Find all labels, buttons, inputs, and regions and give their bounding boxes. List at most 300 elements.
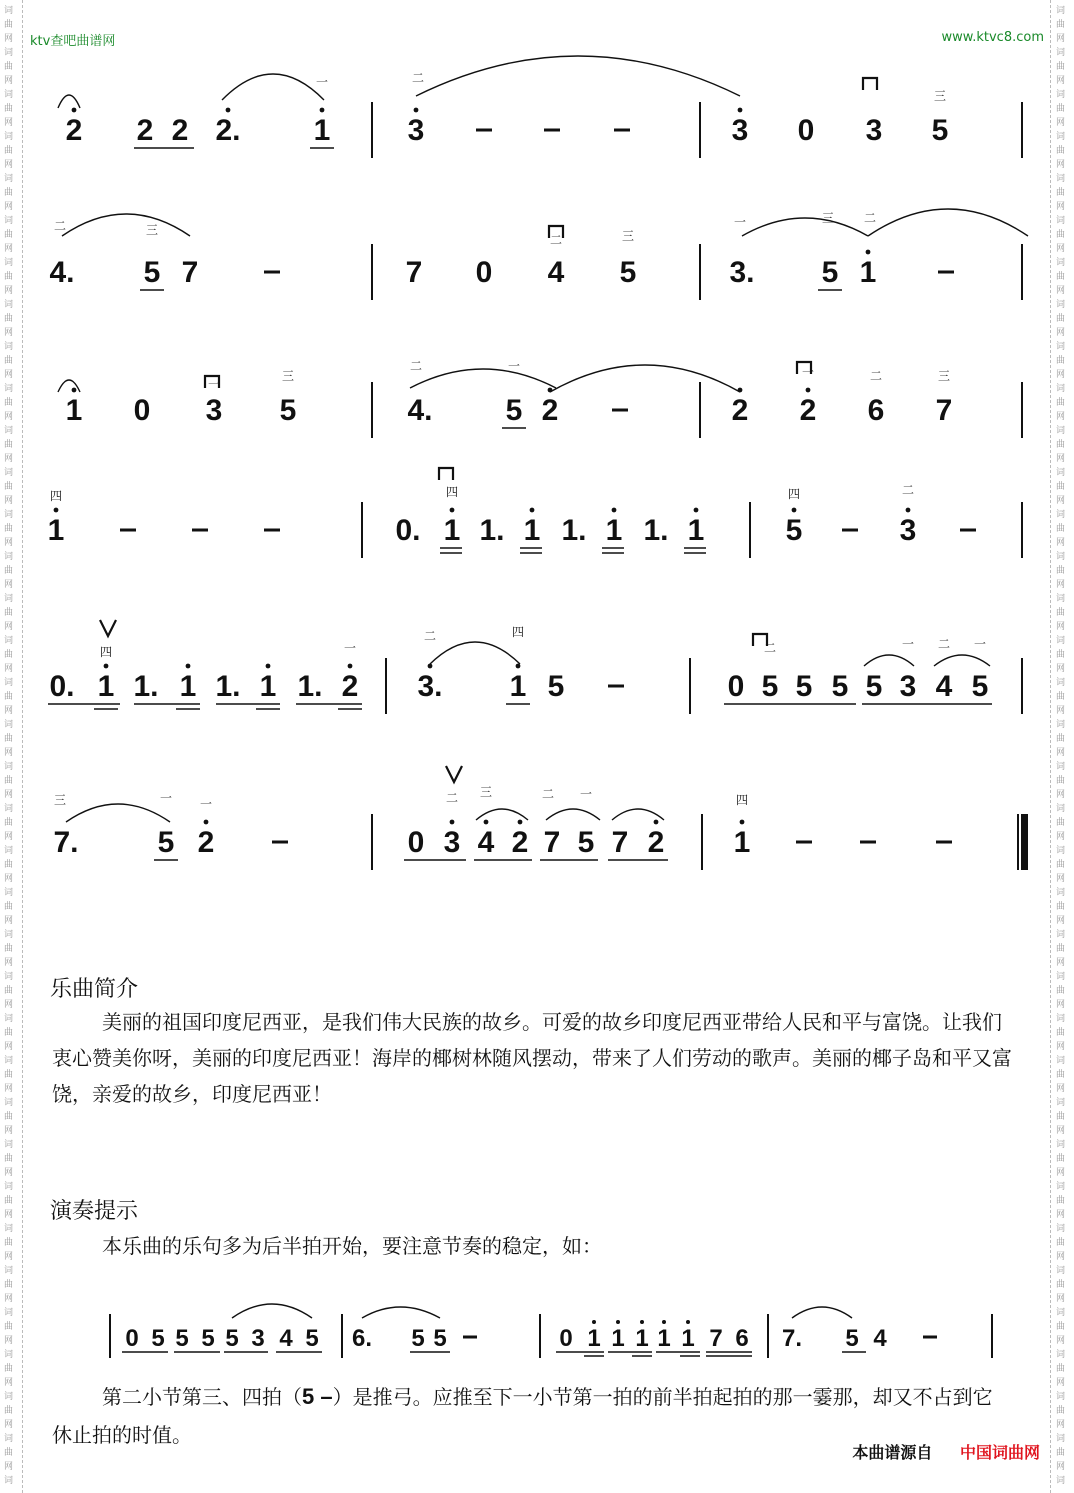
- margin-glyph: 词: [4, 888, 14, 898]
- margin-glyph: 曲: [4, 104, 14, 114]
- margin-glyph: 曲: [4, 776, 14, 786]
- margin-glyph: 词: [4, 846, 14, 856]
- margin-glyph: 词: [4, 1434, 14, 1444]
- octave-dot: [484, 820, 489, 825]
- fingering-mark: 四: [99, 645, 113, 659]
- margin-glyph: 网: [4, 454, 14, 464]
- margin-glyph: 网: [1056, 622, 1066, 632]
- margin-glyph: 词: [1056, 1308, 1066, 1318]
- score-note: 1.: [215, 670, 241, 703]
- octave-dot: [450, 508, 455, 513]
- intro-text: 美丽的祖国印度尼西亚，是我们伟大民族的故乡。可爱的故乡印度尼西亚带给人民和平与富饶。让我们衷心赞美你呀，美丽的印度尼西亚！海岸的椰树林随风摆动，带来了人们劳动的歌声。美丽的椰子岛和平又富饶，亲爱的故乡，印度尼西亚！: [52, 1010, 1012, 1106]
- fingering-mark: 四: [735, 793, 749, 807]
- score-note: 5: [505, 394, 523, 427]
- fingering-mark: 一: [579, 787, 593, 801]
- score-note: 6: [867, 394, 885, 427]
- score-note: 0.: [49, 670, 75, 703]
- tips-note-symbol: 5 –: [302, 1384, 333, 1409]
- margin-glyph: 曲: [4, 20, 14, 30]
- fingering-mark: 二: [937, 637, 951, 651]
- margin-glyph: 词: [4, 258, 14, 268]
- octave-dot: [694, 508, 699, 513]
- margin-glyph: 词: [1056, 636, 1066, 646]
- example-note: 1: [587, 1325, 601, 1352]
- slur-arc: [868, 209, 1028, 236]
- score-note: 1: [179, 670, 197, 703]
- score-note: 1: [443, 514, 461, 547]
- example-note: 7: [709, 1325, 723, 1352]
- margin-glyph: 网: [4, 1462, 14, 1472]
- margin-glyph: 曲: [1056, 1070, 1066, 1080]
- fingering-mark: 二: [423, 629, 437, 643]
- margin-glyph: 网: [4, 1126, 14, 1136]
- octave-dot: [654, 820, 659, 825]
- fingering-mark: 二: [207, 373, 221, 387]
- margin-glyph: 词: [4, 426, 14, 436]
- margin-glyph: 词: [4, 1308, 14, 1318]
- margin-glyph: 词: [4, 1014, 14, 1024]
- margin-glyph: 词: [4, 216, 14, 226]
- octave-dot: [612, 508, 617, 513]
- example-slur: [232, 1304, 312, 1318]
- margin-glyph: 网: [1056, 580, 1066, 590]
- score-note: 4.: [49, 256, 75, 289]
- margin-glyph: 曲: [4, 986, 14, 996]
- fingering-mark: 一: [199, 797, 213, 811]
- octave-dot: [204, 820, 209, 825]
- margin-glyph: 曲: [1056, 524, 1066, 534]
- margin-glyph: 曲: [1056, 1154, 1066, 1164]
- slur-arc: [550, 365, 740, 392]
- margin-glyph: 曲: [4, 146, 14, 156]
- score-note: 2: [731, 394, 749, 427]
- margin-glyph: 曲: [1056, 986, 1066, 996]
- score-note: 1: [733, 826, 751, 859]
- intro-title: 乐曲简介: [50, 977, 139, 1002]
- octave-dot: [792, 508, 797, 513]
- margin-glyph: 曲: [4, 62, 14, 72]
- fingering-mark: 三: [937, 369, 951, 383]
- margin-glyph: 网: [1056, 874, 1066, 884]
- margin-glyph: 曲: [4, 734, 14, 744]
- fingering-mark: 三: [281, 369, 295, 383]
- margin-glyph: 词: [1056, 468, 1066, 478]
- slur-arc: [430, 642, 520, 664]
- margin-glyph: 网: [4, 1000, 14, 1010]
- fingering-mark: 二: [541, 787, 555, 801]
- score-note: 3: [899, 670, 917, 703]
- footer-source: 本曲谱源自: [852, 1443, 933, 1462]
- down-bow-mark: [863, 78, 877, 90]
- score-note: 1: [523, 514, 541, 547]
- margin-glyph: 曲: [1056, 272, 1066, 282]
- fingering-mark: 四: [445, 485, 459, 499]
- margin-glyph: 词: [4, 1350, 14, 1360]
- octave-dot: [616, 1320, 620, 1324]
- fingering-mark: 二: [409, 359, 423, 373]
- score-note: 2: [65, 114, 83, 147]
- margin-glyph: 曲: [1056, 776, 1066, 786]
- margin-glyph: 词: [1056, 1182, 1066, 1192]
- margin-glyph: 词: [4, 6, 14, 16]
- margin-glyph: 曲: [4, 1112, 14, 1122]
- margin-glyph: 曲: [4, 398, 14, 408]
- margin-glyph: 曲: [4, 608, 14, 618]
- example-note: 1: [635, 1325, 649, 1352]
- margin-glyph: 词: [1056, 1014, 1066, 1024]
- margin-glyph: 网: [1056, 1462, 1066, 1472]
- octave-dot: [226, 108, 231, 113]
- margin-glyph: 网: [1056, 1252, 1066, 1262]
- fingering-mark: 二: [869, 369, 883, 383]
- margin-glyph: 曲: [1056, 818, 1066, 828]
- example-note: 1: [681, 1325, 695, 1352]
- margin-glyph: 词: [1056, 1434, 1066, 1444]
- score-note: 1: [509, 670, 527, 703]
- margin-glyph: 网: [1056, 202, 1066, 212]
- margin-glyph: 网: [1056, 706, 1066, 716]
- octave-dot: [414, 108, 419, 113]
- example-note: 4: [873, 1325, 887, 1352]
- margin-glyph: 网: [1056, 328, 1066, 338]
- margin-glyph: 词: [4, 1140, 14, 1150]
- margin-glyph: 网: [4, 286, 14, 296]
- margin-glyph: 曲: [1056, 482, 1066, 492]
- margin-glyph: 网: [4, 874, 14, 884]
- margin-glyph: 网: [4, 790, 14, 800]
- margin-glyph: 曲: [1056, 104, 1066, 114]
- example-note: 5: [201, 1325, 215, 1352]
- fingering-mark: 一: [901, 637, 915, 651]
- margin-glyph: 曲: [1056, 1322, 1066, 1332]
- margin-glyph: 词: [1056, 594, 1066, 604]
- octave-dot: [738, 108, 743, 113]
- margin-glyph: 网: [1056, 1042, 1066, 1052]
- margin-glyph: 曲: [1056, 1028, 1066, 1038]
- margin-glyph: 曲: [4, 188, 14, 198]
- score-note: 2: [799, 394, 817, 427]
- margin-glyph: 网: [4, 118, 14, 128]
- slur-arc: [864, 655, 914, 666]
- margin-glyph: 曲: [4, 1196, 14, 1206]
- score-note: 3: [865, 114, 883, 147]
- octave-dot: [866, 250, 871, 255]
- score-note: 5: [795, 670, 813, 703]
- margin-glyph: 词: [4, 468, 14, 478]
- slur-arc: [934, 655, 990, 666]
- score-note: 5: [865, 670, 883, 703]
- fingering-mark: 三: [621, 229, 635, 243]
- score-note: 1.: [297, 670, 323, 703]
- margin-glyph: 词: [4, 552, 14, 562]
- margin-glyph: 词: [4, 510, 14, 520]
- margin-glyph: 曲: [4, 482, 14, 492]
- margin-glyph: 曲: [1056, 692, 1066, 702]
- margin-glyph: 网: [1056, 1420, 1066, 1430]
- margin-glyph: 曲: [1056, 62, 1066, 72]
- margin-glyph: 曲: [1056, 1112, 1066, 1122]
- slur-arc: [62, 214, 190, 236]
- score-note: 7: [543, 826, 561, 859]
- margin-glyph: 曲: [1056, 398, 1066, 408]
- fingering-mark: 三: [145, 223, 159, 237]
- fingering-mark: 一: [343, 641, 357, 655]
- score-note: 3: [407, 114, 425, 147]
- margin-glyph: 曲: [4, 524, 14, 534]
- score-note: 3: [899, 514, 917, 547]
- margin-glyph: 曲: [4, 902, 14, 912]
- margin-glyph: 曲: [4, 650, 14, 660]
- score-note: 0: [727, 670, 745, 703]
- margin-glyph: 词: [1056, 678, 1066, 688]
- margin-glyph: 曲: [4, 230, 14, 240]
- fingering-mark: 一: [801, 365, 815, 379]
- up-bow-mark: [100, 620, 116, 636]
- margin-glyph: 曲: [1056, 734, 1066, 744]
- octave-dot: [348, 664, 353, 669]
- margin-glyph: 曲: [1056, 1406, 1066, 1416]
- margin-glyph: 词: [4, 174, 14, 184]
- octave-dot: [72, 388, 77, 393]
- example-note: 0: [125, 1325, 139, 1352]
- margin-glyph: 网: [4, 1168, 14, 1178]
- margin-glyph: 曲: [4, 356, 14, 366]
- margin-glyph: 词: [4, 1476, 14, 1486]
- margin-glyph: 网: [4, 160, 14, 170]
- margin-glyph: 曲: [1056, 1364, 1066, 1374]
- margin-glyph: 网: [4, 328, 14, 338]
- margin-glyph: 曲: [1056, 1238, 1066, 1248]
- margin-glyph: 词: [4, 972, 14, 982]
- score-note: 5: [821, 256, 839, 289]
- slur-arc: [58, 380, 80, 392]
- octave-dot: [592, 1320, 596, 1324]
- margin-glyph: 曲: [4, 1070, 14, 1080]
- margin-glyph: 网: [4, 1210, 14, 1220]
- example-note: 5: [175, 1325, 189, 1352]
- margin-glyph: 词: [1056, 846, 1066, 856]
- header-site-url[interactable]: www.ktvc8.com: [941, 30, 1044, 45]
- margin-glyph: 网: [4, 1252, 14, 1262]
- margin-glyph: 词: [1056, 552, 1066, 562]
- score-note: 1.: [561, 514, 587, 547]
- tips-note-after: ）是推弓。应推至下一小节第一拍的前半拍起拍的那一霎那，却又不占到它休止拍的时值。: [52, 1385, 993, 1447]
- score-note: 0: [797, 114, 815, 147]
- margin-glyph: 网: [1056, 1210, 1066, 1220]
- margin-glyph: 词: [1056, 888, 1066, 898]
- score-note: 1: [313, 114, 331, 147]
- footer-site[interactable]: 中国词曲网: [959, 1443, 1040, 1462]
- margin-glyph: 词: [1056, 930, 1066, 940]
- fingering-mark: 二: [445, 791, 459, 805]
- score-note: 3.: [417, 670, 443, 703]
- fingering-mark: 四: [787, 487, 801, 501]
- margin-glyph: 词: [4, 132, 14, 142]
- margin-glyph: 网: [4, 622, 14, 632]
- octave-dot: [640, 1320, 644, 1324]
- footer-credit: [852, 1440, 1040, 1463]
- octave-dot: [686, 1320, 690, 1324]
- fingering-mark: 四: [511, 625, 525, 639]
- margin-glyph: 曲: [4, 860, 14, 870]
- fingering-mark: 二: [549, 233, 563, 247]
- octave-dot: [54, 508, 59, 513]
- fingering-mark: 三: [933, 89, 947, 103]
- margin-glyph: 曲: [1056, 608, 1066, 618]
- slur-arc: [410, 369, 556, 388]
- margin-glyph: 词: [4, 1098, 14, 1108]
- example-slur: [792, 1307, 852, 1318]
- octave-dot: [530, 508, 535, 513]
- fingering-mark: 三: [53, 793, 67, 807]
- example-note: 5: [845, 1325, 859, 1352]
- margin-glyph: 网: [1056, 412, 1066, 422]
- octave-dot: [266, 664, 271, 669]
- octave-dot: [320, 108, 325, 113]
- score-note: 1: [97, 670, 115, 703]
- margin-glyph: 词: [1056, 1140, 1066, 1150]
- margin-glyph: 词: [4, 930, 14, 940]
- fingering-mark: 二: [901, 483, 915, 497]
- margin-glyph: 词: [4, 1266, 14, 1276]
- score-note: 4: [547, 256, 565, 289]
- score-note: 1: [259, 670, 277, 703]
- fingering-mark: 三: [821, 211, 835, 225]
- margin-glyph: 曲: [1056, 314, 1066, 324]
- example-note: 1: [611, 1325, 625, 1352]
- margin-glyph: 词: [1056, 804, 1066, 814]
- margin-glyph: 网: [1056, 160, 1066, 170]
- margin-glyph: 网: [1056, 76, 1066, 86]
- score-note: 2: [171, 114, 189, 147]
- score-note: 1: [605, 514, 623, 547]
- score-note: 5: [931, 114, 949, 147]
- margin-glyph: 网: [1056, 1126, 1066, 1136]
- margin-glyph: 词: [1056, 720, 1066, 730]
- margin-glyph: 曲: [1056, 650, 1066, 660]
- tips-note-before: 第二小节第三、四拍（: [102, 1385, 302, 1409]
- margin-glyph: 网: [1056, 1294, 1066, 1304]
- tips-text: 本乐曲的乐句多为后半拍开始，要注意节奏的稳定，如：: [102, 1234, 602, 1258]
- example-note: 7.: [781, 1325, 803, 1352]
- final-bar-thick: [1022, 814, 1028, 870]
- score-note: 7: [935, 394, 953, 427]
- tips-title: 演奏提示: [50, 1199, 139, 1224]
- margin-glyph: 网: [1056, 1336, 1066, 1346]
- example-note: 6.: [351, 1325, 373, 1352]
- fingering-mark: 一: [733, 215, 747, 229]
- slur-arc: [58, 95, 80, 108]
- header-site-name[interactable]: ktv查吧曲谱网: [30, 34, 116, 49]
- margin-glyph: 网: [4, 1378, 14, 1388]
- margin-glyph: 词: [1056, 6, 1066, 16]
- margin-glyph: 词: [1056, 132, 1066, 142]
- fingering-mark: 二: [53, 219, 67, 233]
- margin-glyph: 曲: [4, 944, 14, 954]
- octave-dot: [72, 108, 77, 113]
- score-note: 5: [547, 670, 565, 703]
- margin-glyph: 网: [1056, 1084, 1066, 1094]
- slur-arc: [476, 809, 528, 820]
- margin-glyph: 曲: [1056, 230, 1066, 240]
- margin-glyph: 网: [4, 916, 14, 926]
- margin-glyph: 网: [4, 412, 14, 422]
- margin-glyph: 词: [1056, 1392, 1066, 1402]
- fingering-mark: 一: [315, 75, 329, 89]
- score-note: 1: [687, 514, 705, 547]
- example-note: 4: [279, 1325, 293, 1352]
- score-note: 4: [477, 826, 495, 859]
- margin-glyph: 网: [1056, 916, 1066, 926]
- margin-glyph: 词: [4, 594, 14, 604]
- score-note: 2: [541, 394, 559, 427]
- margin-glyph: 网: [4, 1294, 14, 1304]
- score-note: 5: [157, 826, 175, 859]
- octave-dot: [662, 1320, 666, 1324]
- margin-glyph: 词: [4, 48, 14, 58]
- slur-arc: [546, 809, 600, 820]
- octave-dot: [518, 820, 523, 825]
- margin-glyph: 词: [1056, 762, 1066, 772]
- margin-glyph: 网: [1056, 748, 1066, 758]
- score-note: 3.: [729, 256, 755, 289]
- slur-arc: [612, 809, 664, 820]
- score-note: 1.: [133, 670, 159, 703]
- margin-glyph: 曲: [4, 1364, 14, 1374]
- example-note: 5: [305, 1325, 319, 1352]
- margin-glyph: 曲: [1056, 902, 1066, 912]
- slur-arc: [742, 218, 868, 236]
- margin-glyph: 词: [4, 762, 14, 772]
- margin-glyph: 曲: [4, 1154, 14, 1164]
- margin-glyph: 词: [4, 384, 14, 394]
- margin-glyph: 网: [1056, 958, 1066, 968]
- margin-glyph: 曲: [1056, 440, 1066, 450]
- score-note: 1: [65, 394, 83, 427]
- example-note: 5: [225, 1325, 239, 1352]
- margin-glyph: 网: [1056, 538, 1066, 548]
- example-note: 1: [657, 1325, 671, 1352]
- margin-glyph: 词: [4, 720, 14, 730]
- margin-glyph: 词: [1056, 48, 1066, 58]
- example-note: 5: [411, 1325, 425, 1352]
- example-note: 3: [251, 1325, 265, 1352]
- example-note: 6: [735, 1325, 749, 1352]
- margin-glyph: 网: [4, 244, 14, 254]
- score-note: 0: [407, 826, 425, 859]
- margin-glyph: 曲: [1056, 566, 1066, 576]
- margin-glyph: 词: [4, 636, 14, 646]
- score-note: 0: [475, 256, 493, 289]
- margin-glyph: 网: [1056, 370, 1066, 380]
- margin-glyph: 曲: [1056, 944, 1066, 954]
- margin-glyph: 网: [1056, 1000, 1066, 1010]
- margin-glyph: 词: [1056, 1224, 1066, 1234]
- margin-glyph: 网: [4, 538, 14, 548]
- slur-arc: [66, 804, 170, 822]
- score-note: 5: [761, 670, 779, 703]
- margin-glyph: 词: [1056, 426, 1066, 436]
- margin-glyph: 网: [1056, 286, 1066, 296]
- example-note: 0: [559, 1325, 573, 1352]
- margin-glyph: 词: [4, 678, 14, 688]
- score-note: 1: [47, 514, 65, 547]
- margin-glyph: 网: [1056, 34, 1066, 44]
- score-note: 4: [935, 670, 953, 703]
- margin-glyph: 网: [4, 706, 14, 716]
- margin-glyph: 网: [1056, 832, 1066, 842]
- fingering-mark: 一: [973, 637, 987, 651]
